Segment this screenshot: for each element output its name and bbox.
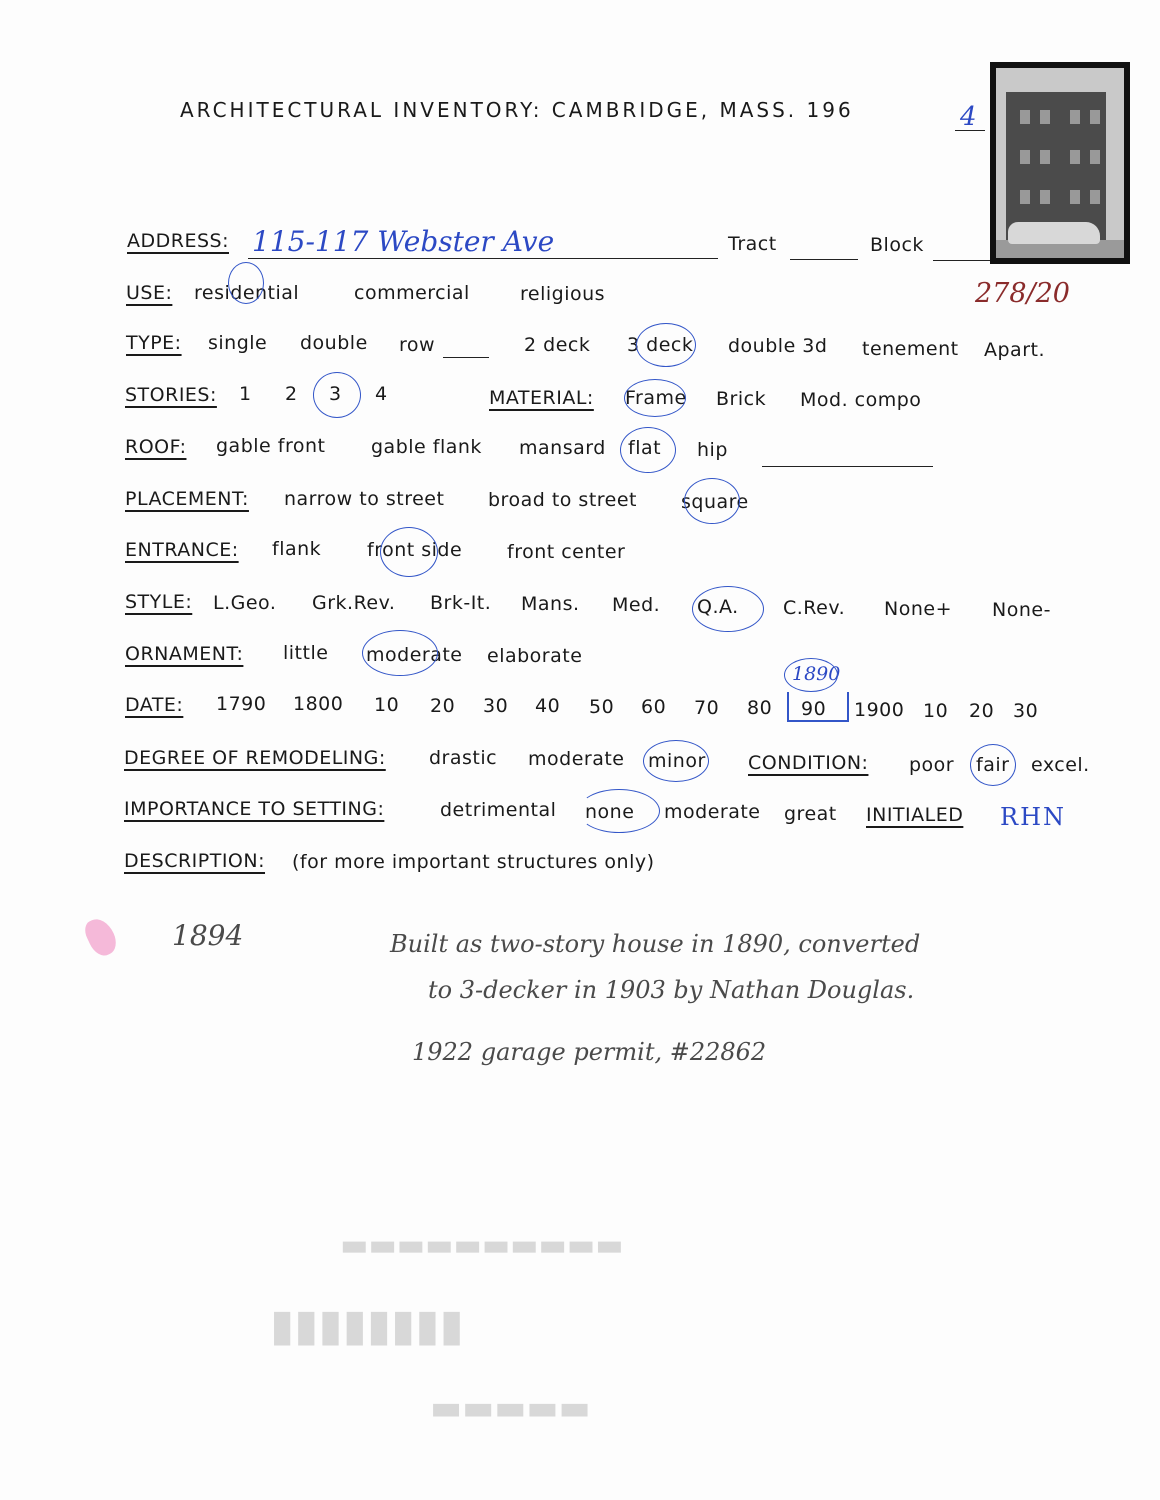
entrance-label: ENTRANCE:: [125, 539, 239, 561]
remodeling-moderate: moderate: [528, 748, 625, 770]
stories-1: 1: [239, 383, 252, 405]
parcel-number: 278/20: [975, 278, 1070, 309]
type-single: single: [208, 332, 268, 354]
material-frame: Frame: [625, 387, 687, 409]
date-1930: 30: [1013, 700, 1039, 722]
description-label: DESCRIPTION:: [124, 850, 266, 872]
ornament-elaborate: elaborate: [487, 645, 583, 667]
margin-year: 1894: [172, 919, 244, 952]
type-3deck: 3 deck: [627, 334, 694, 356]
date-annotation: 1890: [792, 663, 841, 685]
placement-broad: broad to street: [488, 489, 638, 511]
date-50: 50: [589, 696, 615, 718]
date-label: DATE:: [125, 694, 184, 716]
stories-3: 3: [329, 383, 342, 405]
style-none-plus: None+: [884, 598, 952, 620]
year-digit: 4: [960, 102, 977, 132]
type-tenement: tenement: [862, 338, 959, 360]
description-note: (for more important structures only): [292, 851, 655, 873]
style-none-minus: None-: [992, 599, 1051, 621]
tract-label: Tract: [728, 233, 777, 255]
date-60: 60: [641, 696, 667, 718]
use-residential: residential: [194, 282, 300, 304]
remodeling-drastic: drastic: [429, 747, 498, 769]
style-label: STYLE:: [125, 591, 193, 613]
use-commercial: commercial: [354, 282, 470, 304]
date-80: 80: [747, 697, 773, 719]
block-label: Block: [870, 234, 924, 256]
roof-flat: flat: [628, 437, 662, 459]
date-70: 70: [694, 697, 720, 719]
type-2deck: 2 deck: [524, 334, 591, 356]
style-lgeo: L.Geo.: [213, 592, 277, 614]
style-crev: C.Rev.: [783, 597, 846, 619]
remodeling-minor: minor: [648, 750, 706, 772]
condition-fair: fair: [976, 754, 1010, 776]
use-label: USE:: [126, 282, 173, 304]
date-1910: 10: [923, 700, 949, 722]
style-med: Med.: [612, 594, 661, 616]
importance-label: IMPORTANCE TO SETTING:: [124, 798, 385, 820]
entrance-flank: flank: [272, 538, 322, 560]
description-line-2: to 3-decker in 1903 by Nathan Douglas.: [428, 976, 915, 1004]
ornament-label: ORNAMENT:: [125, 643, 244, 665]
style-mans: Mans.: [521, 593, 580, 615]
description-line-3: 1922 garage permit, #22862: [412, 1038, 767, 1066]
date-1790: 1790: [216, 693, 267, 715]
type-double3d: double 3d: [728, 335, 828, 357]
roof-mansard: mansard: [519, 437, 606, 459]
remodeling-label: DEGREE OF REMODELING:: [124, 747, 386, 769]
roof-gable-front: gable front: [216, 435, 326, 457]
pink-mark: [81, 914, 121, 959]
address-label: ADDRESS:: [127, 230, 229, 252]
date-10: 10: [374, 694, 400, 716]
stories-label: STORIES:: [125, 384, 217, 406]
address-value: 115-117 Webster Ave: [252, 225, 555, 258]
material-label: MATERIAL:: [489, 387, 594, 409]
ornament-moderate: moderate: [366, 644, 463, 666]
condition-label: CONDITION:: [748, 752, 869, 774]
importance-great: great: [784, 803, 837, 825]
importance-detrimental: detrimental: [440, 799, 557, 821]
style-grkrev: Grk.Rev.: [312, 592, 396, 614]
type-row: row: [399, 334, 436, 356]
material-modcompo: Mod. compo: [800, 389, 922, 411]
date-1800: 1800: [293, 693, 344, 715]
placement-square: square: [681, 491, 749, 513]
date-1920: 20: [969, 700, 995, 722]
placement-label: PLACEMENT:: [125, 488, 249, 510]
entrance-front-center: front center: [507, 541, 626, 563]
ornament-little: little: [283, 642, 329, 664]
type-label: TYPE:: [126, 332, 182, 354]
initialed-value: RHN: [1000, 803, 1066, 831]
bleed-through-mark-2: ▮▮▮▮▮▮▮▮: [270, 1300, 464, 1351]
importance-moderate: moderate: [664, 801, 761, 823]
building-photo: [990, 62, 1130, 264]
date-40: 40: [535, 695, 561, 717]
initialed-label: INITIALED: [866, 804, 964, 826]
form-title: ARCHITECTURAL INVENTORY: CAMBRIDGE, MASS. 196: [180, 98, 854, 122]
date-20: 20: [430, 695, 456, 717]
roof-gable-flank: gable flank: [371, 436, 482, 458]
date-90: 90: [801, 698, 827, 720]
material-brick: Brick: [716, 388, 767, 410]
stories-4: 4: [375, 383, 388, 405]
roof-hip: hip: [697, 439, 728, 461]
roof-label: ROOF:: [125, 436, 187, 458]
importance-none: none: [585, 801, 635, 823]
placement-narrow: narrow to street: [284, 488, 445, 510]
condition-excel: excel.: [1031, 754, 1090, 776]
type-double: double: [300, 332, 368, 354]
description-line-1: Built as two-story house in 1890, converted: [390, 930, 921, 958]
style-qa: Q.A.: [697, 596, 739, 618]
bleed-through-mark-3: ▬▬▬▬▬: [430, 1388, 591, 1428]
use-religious: religious: [520, 283, 606, 305]
date-1900: 1900: [854, 699, 905, 721]
bleed-through-mark-1: ▬▬▬▬▬▬▬▬▬▬: [340, 1228, 624, 1263]
style-brkit: Brk-It.: [430, 592, 492, 614]
entrance-front-side: front side: [367, 539, 463, 561]
stories-2: 2: [285, 383, 298, 405]
date-30: 30: [483, 695, 509, 717]
condition-poor: poor: [909, 754, 955, 776]
type-apart: Apart.: [984, 339, 1046, 361]
